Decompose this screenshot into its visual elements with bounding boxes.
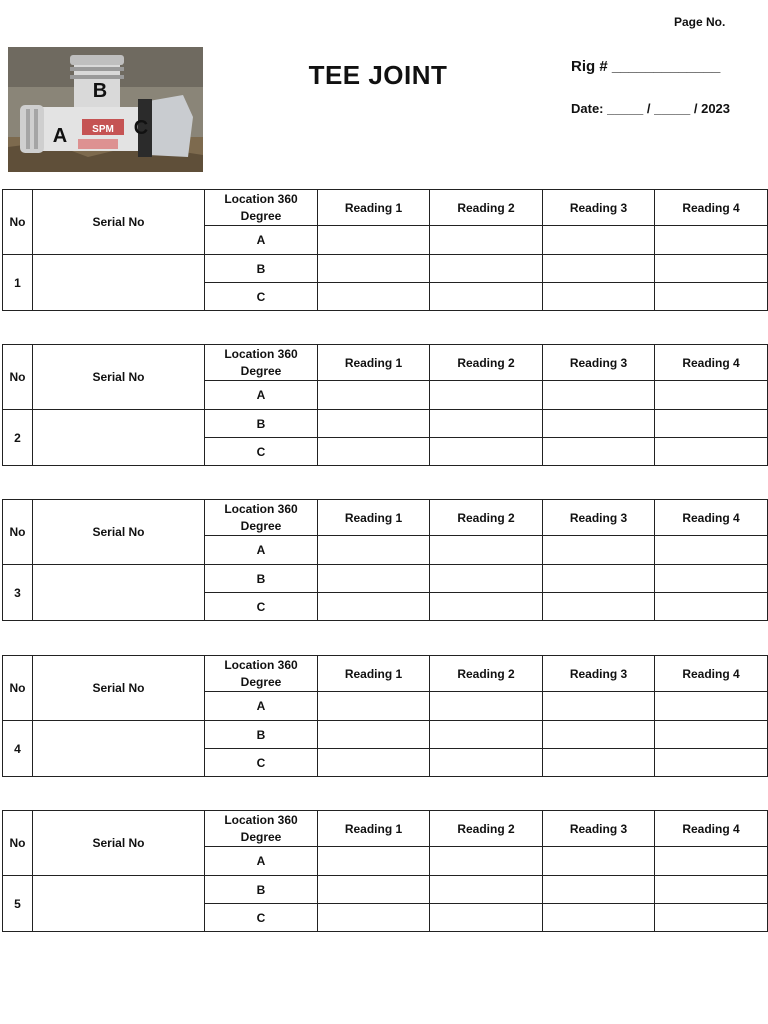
inspection-table bbox=[2, 655, 768, 777]
reading-2-header: Reading 2 bbox=[430, 500, 543, 536]
reading-cell[interactable] bbox=[543, 283, 655, 311]
location-c: C bbox=[205, 438, 318, 466]
reading-cell[interactable] bbox=[318, 438, 430, 466]
serial-no-cell[interactable] bbox=[33, 721, 205, 777]
reading-cell[interactable] bbox=[318, 749, 430, 777]
reading-2-header: Reading 2 bbox=[430, 345, 543, 381]
reading-cell[interactable] bbox=[543, 593, 655, 621]
reading-4-header: Reading 4 bbox=[655, 656, 768, 692]
reading-cell[interactable] bbox=[655, 255, 768, 283]
location-header: Location 360 Degree bbox=[205, 190, 318, 226]
reading-1-header: Reading 1 bbox=[318, 345, 430, 381]
reading-cell[interactable] bbox=[318, 593, 430, 621]
serial-no-header: Serial No bbox=[33, 500, 205, 565]
location-header: Location 360 Degree bbox=[205, 500, 318, 536]
location-header: Location 360 Degree bbox=[205, 811, 318, 847]
location-b: B bbox=[205, 565, 318, 593]
serial-no-cell[interactable] bbox=[33, 410, 205, 466]
photo-label-c: C bbox=[133, 117, 149, 139]
reading-cell[interactable] bbox=[543, 876, 655, 904]
serial-no-cell[interactable] bbox=[33, 876, 205, 932]
reading-cell[interactable] bbox=[318, 692, 430, 721]
reading-cell[interactable] bbox=[655, 565, 768, 593]
page-number-label: Page No. bbox=[674, 15, 726, 29]
reading-cell[interactable] bbox=[543, 749, 655, 777]
inspection-table bbox=[2, 189, 768, 311]
reading-cell[interactable] bbox=[543, 904, 655, 932]
location-b: B bbox=[205, 876, 318, 904]
reading-cell[interactable] bbox=[543, 438, 655, 466]
serial-no-header: Serial No bbox=[33, 811, 205, 876]
reading-cell[interactable] bbox=[655, 226, 768, 255]
serial-no-cell[interactable] bbox=[33, 565, 205, 621]
reading-1-header: Reading 1 bbox=[318, 190, 430, 226]
location-b: B bbox=[205, 255, 318, 283]
location-c: C bbox=[205, 593, 318, 621]
reading-2-header: Reading 2 bbox=[430, 190, 543, 226]
location-c: C bbox=[205, 749, 318, 777]
reading-cell[interactable] bbox=[318, 847, 430, 876]
serial-no-header: Serial No bbox=[33, 656, 205, 721]
reading-cell[interactable] bbox=[430, 438, 543, 466]
reading-cell[interactable] bbox=[318, 904, 430, 932]
page-title: TEE JOINT bbox=[308, 60, 448, 90]
reading-3-header: Reading 3 bbox=[543, 345, 655, 381]
reading-cell[interactable] bbox=[543, 692, 655, 721]
reading-cell[interactable] bbox=[655, 692, 768, 721]
reading-cell[interactable] bbox=[655, 721, 768, 749]
reading-cell[interactable] bbox=[430, 692, 543, 721]
location-c: C bbox=[205, 904, 318, 932]
reading-cell[interactable] bbox=[430, 749, 543, 777]
reading-cell[interactable] bbox=[655, 410, 768, 438]
reading-cell[interactable] bbox=[318, 876, 430, 904]
serial-no-header: Serial No bbox=[33, 345, 205, 410]
reading-cell[interactable] bbox=[543, 381, 655, 410]
reading-cell[interactable] bbox=[318, 226, 430, 255]
reading-cell[interactable] bbox=[430, 593, 543, 621]
entry-number: 3 bbox=[3, 565, 33, 621]
reading-1-header: Reading 1 bbox=[318, 811, 430, 847]
rig-number-field[interactable]: Rig # _____________ bbox=[571, 58, 721, 75]
reading-cell[interactable] bbox=[655, 381, 768, 410]
no-header: No bbox=[3, 345, 33, 410]
location-b: B bbox=[205, 410, 318, 438]
reading-cell[interactable] bbox=[543, 226, 655, 255]
reading-3-header: Reading 3 bbox=[543, 811, 655, 847]
reading-cell[interactable] bbox=[318, 410, 430, 438]
reading-4-header: Reading 4 bbox=[655, 500, 768, 536]
reading-cell[interactable] bbox=[318, 536, 430, 565]
reading-4-header: Reading 4 bbox=[655, 811, 768, 847]
reading-cell[interactable] bbox=[543, 721, 655, 749]
reading-cell[interactable] bbox=[543, 255, 655, 283]
reading-cell[interactable] bbox=[430, 536, 543, 565]
serial-no-header: Serial No bbox=[33, 190, 205, 255]
reading-cell[interactable] bbox=[430, 904, 543, 932]
reading-cell[interactable] bbox=[655, 904, 768, 932]
location-a: A bbox=[205, 226, 318, 255]
location-a: A bbox=[205, 381, 318, 410]
inspection-table bbox=[2, 499, 768, 621]
reading-cell[interactable] bbox=[430, 255, 543, 283]
photo-label-a: A bbox=[52, 125, 68, 147]
reading-4-header: Reading 4 bbox=[655, 190, 768, 226]
location-b: B bbox=[205, 721, 318, 749]
entry-number: 1 bbox=[3, 255, 33, 311]
location-a: A bbox=[205, 847, 318, 876]
reading-cell[interactable] bbox=[430, 226, 543, 255]
photo-label-b: B bbox=[92, 80, 108, 102]
no-header: No bbox=[3, 811, 33, 876]
reading-cell[interactable] bbox=[430, 876, 543, 904]
reading-cell[interactable] bbox=[430, 410, 543, 438]
date-field[interactable]: Date: _____ / _____ / 2023 bbox=[571, 101, 731, 116]
location-c: C bbox=[205, 283, 318, 311]
reading-cell[interactable] bbox=[655, 749, 768, 777]
location-header: Location 360 Degree bbox=[205, 345, 318, 381]
serial-no-cell[interactable] bbox=[33, 255, 205, 311]
reading-2-header: Reading 2 bbox=[430, 656, 543, 692]
entry-number: 2 bbox=[3, 410, 33, 466]
photo-stamp: SPM bbox=[92, 124, 114, 135]
reading-3-header: Reading 3 bbox=[543, 190, 655, 226]
reading-cell[interactable] bbox=[318, 283, 430, 311]
location-a: A bbox=[205, 536, 318, 565]
reading-cell[interactable] bbox=[655, 283, 768, 311]
entry-number: 5 bbox=[3, 876, 33, 932]
reading-cell[interactable] bbox=[318, 381, 430, 410]
reading-cell[interactable] bbox=[430, 565, 543, 593]
reading-cell[interactable] bbox=[430, 283, 543, 311]
reading-3-header: Reading 3 bbox=[543, 656, 655, 692]
reading-cell[interactable] bbox=[655, 438, 768, 466]
inspection-table bbox=[2, 344, 768, 466]
reading-cell[interactable] bbox=[318, 255, 430, 283]
location-header: Location 360 Degree bbox=[205, 656, 318, 692]
reading-cell[interactable] bbox=[430, 381, 543, 410]
no-header: No bbox=[3, 190, 33, 255]
reading-cell[interactable] bbox=[655, 847, 768, 876]
reading-cell[interactable] bbox=[655, 536, 768, 565]
location-a: A bbox=[205, 692, 318, 721]
reading-cell[interactable] bbox=[543, 847, 655, 876]
reading-cell[interactable] bbox=[430, 847, 543, 876]
reading-cell[interactable] bbox=[655, 876, 768, 904]
reading-cell[interactable] bbox=[655, 593, 768, 621]
reading-cell[interactable] bbox=[543, 410, 655, 438]
no-header: No bbox=[3, 656, 33, 721]
no-header: No bbox=[3, 500, 33, 565]
reading-cell[interactable] bbox=[543, 565, 655, 593]
reading-cell[interactable] bbox=[430, 721, 543, 749]
reading-cell[interactable] bbox=[318, 565, 430, 593]
reading-1-header: Reading 1 bbox=[318, 656, 430, 692]
reading-4-header: Reading 4 bbox=[655, 345, 768, 381]
reading-1-header: Reading 1 bbox=[318, 500, 430, 536]
inspection-table bbox=[2, 810, 768, 932]
entry-number: 4 bbox=[3, 721, 33, 777]
reading-cell[interactable] bbox=[318, 721, 430, 749]
reading-3-header: Reading 3 bbox=[543, 500, 655, 536]
reading-2-header: Reading 2 bbox=[430, 811, 543, 847]
reading-cell[interactable] bbox=[543, 536, 655, 565]
